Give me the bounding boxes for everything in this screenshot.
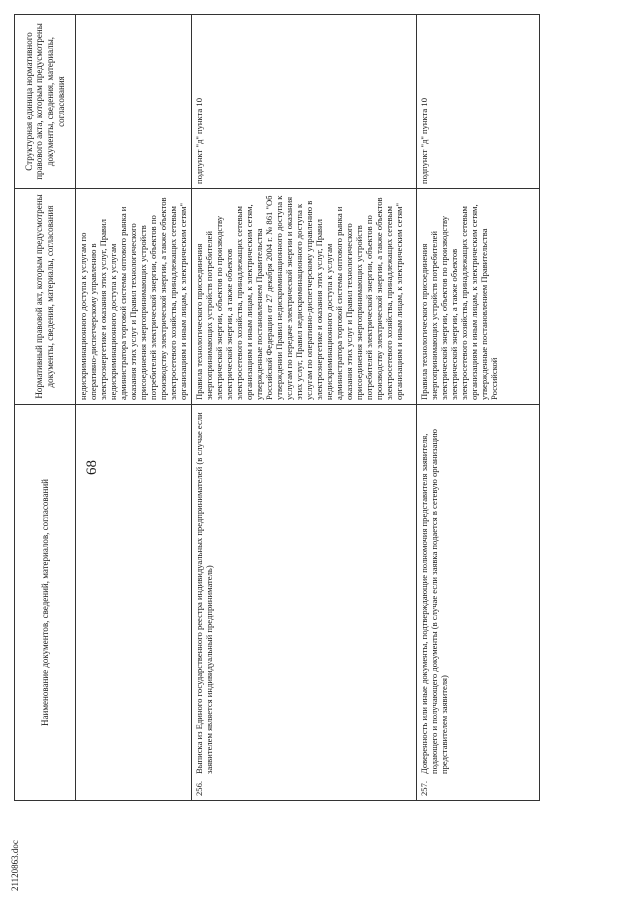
row-act-cell: Правила технологического присоединения энергопринимающих устройств потребителей электрической энергии, объектов по производству электрической энергии, а также объектов электросетевого хозяйства, принадлежащих сетевым организациям и иным лицам, к электрическим сетям, утвержденные постановлением Правительства Российской Федерации от 27 декабря 2004 г. № 861 "Об утверждении Правил недискриминационного доступа к услугам по передаче электрической энергии и оказания этих услуг, Правил недискриминационного доступа к услугам по оперативно-диспетчерскому управлению в электроэнергетике и оказания этих услуг, Правил недискриминационного доступа к услугам администратора торговой системы оптового рынка и оказания этих услуг и Правил технологического присоединения энергопринимающих устройств потребителей электрической энергии, объектов по производству электрической энергии, а также объектов электросетевого хозяйства, принадлежащих сетевым организациям и иным лицам, к электрическим сетям" [191, 189, 416, 405]
row-act-cell: Правила технологического присоединения энергопринимающих устройств потребителей электрической энергии, объектов по производству электрической энергии, а также объектов электросетевого хозяйства, принадлежащих сетевым организациям и иным лицам, к электрическим сетям, утвержденные постановлением Правительства Российской [416, 189, 539, 405]
continuation-unit-cell [76, 15, 192, 189]
continuation-act-cell: недискриминационного доступа к услугам по оперативно-диспетчерскому управлению в электроэнергетике и оказания этих услуг, Правил недискриминационного доступа к услугам администратора торговой системы оптового рынка и оказания этих услуг и Правил технологического присоединения энергопринимающих устройств потребителей электрической энергии, объектов по производству электрической энергии, а также объектов электросетевого хозяйства, принадлежащих сетевым организациям и иным лицам, к электрическим сетям" [76, 189, 192, 405]
table-row [416, 15, 539, 801]
document-id: 21120863.doc [10, 840, 20, 891]
row-unit-cell: подпункт "д" пункта 10 [191, 15, 416, 189]
page-number: 68 [84, 460, 100, 475]
table-row [191, 15, 416, 801]
table-row-continuation [76, 15, 192, 801]
header-name: Наименование документов, сведений, материалов, согласований [15, 405, 76, 801]
documents-table [14, 14, 540, 801]
row-name-cell [191, 405, 416, 801]
header-unit: Структурная единица нормативного правового акта, которым предусмотрены документы, сведения, материалы, согласования [15, 15, 76, 189]
row-name: Доверенность или иные документы, подтверждающие полномочия представителя заявителя, подающего и получающего документы (в случае если заявка подается в сетевую организацию представителем заявителя) [418, 429, 449, 774]
continuation-name-cell [76, 405, 192, 801]
header-act: Нормативный правовой акт, которым предусмотрены документы, сведения, материалы, согласования [15, 189, 76, 405]
row-name: Выписка из Единого государственного реестра индивидуальных предпринимателей (в случае если заявителем является индивидуальный предприниматель) [193, 412, 214, 774]
row-name-cell [416, 405, 539, 801]
row-number: 257. [418, 780, 429, 796]
table-header-row [15, 15, 76, 801]
row-number: 256. [193, 780, 204, 796]
row-unit-cell: подпункт "д" пункта 10 [416, 15, 539, 189]
